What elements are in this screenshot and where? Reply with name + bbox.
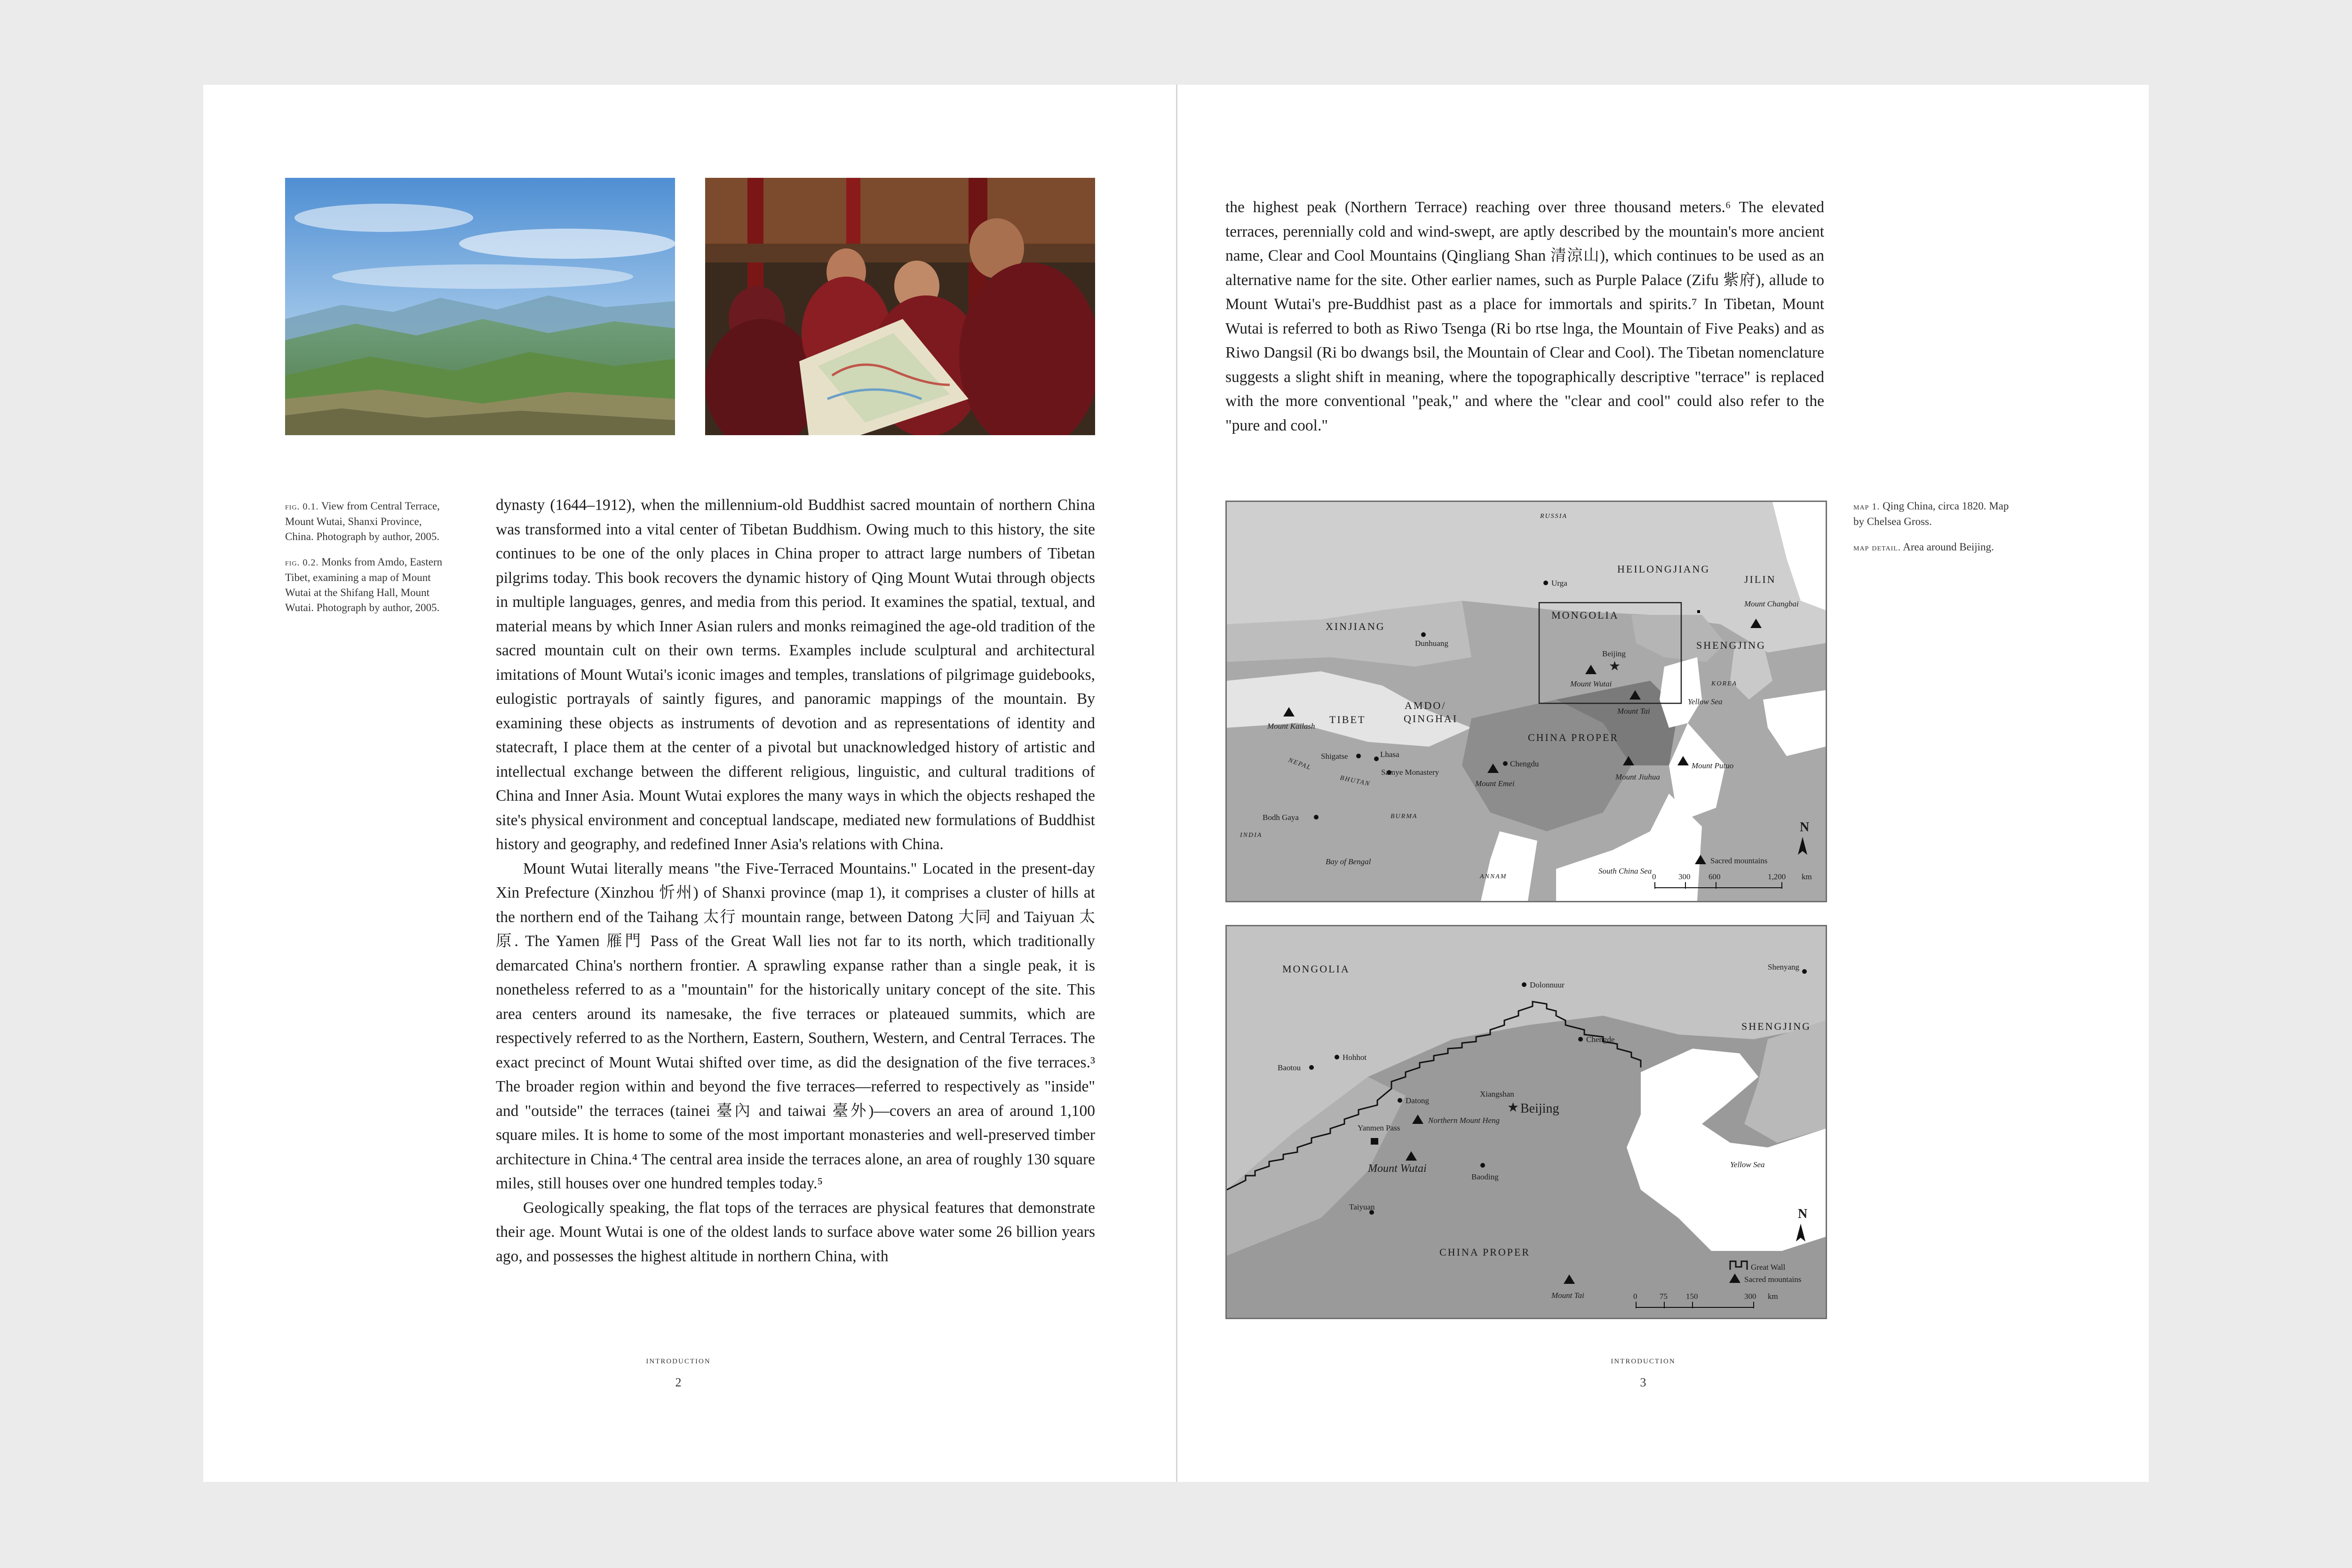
scale-tick: 300	[1678, 872, 1691, 881]
scale-unit: km	[1768, 1292, 1778, 1301]
caption-fig-0-2	[285, 555, 445, 615]
legend-label: Sacred mountains	[1744, 1275, 1802, 1284]
map-label: INDIA	[1240, 832, 1263, 839]
scale-tick: 300	[1744, 1292, 1756, 1301]
map-label: SHENGJING	[1696, 639, 1766, 651]
scale-tick: 75	[1660, 1292, 1668, 1301]
legend-label: Sacred mountains	[1710, 856, 1768, 865]
map-sea: South China Sea	[1598, 867, 1652, 876]
map-city: Baoding	[1471, 1172, 1499, 1181]
map-mountain: Mount Jiuhua	[1615, 772, 1660, 781]
body-paragraph: dynasty (1644–1912), when the millennium-old Buddhist sacred mountain of northern China was transformed into a vital center of Tibetan Buddhism. Owing much to this history, the site continues to be one of the only places in China proper to attract large numbers of Tibetan pilgrims today. This book recovers the dynamic history of Qing Mount Wutai through objects in multiple languages, genres, and media from this period. It examines the spatial, textual, and material means by which Inner Asian rulers and monks reimagined the age-old tradition of the sacred mountain cult on their own terms. Examples include sculptural and architectural imitations of Mount Wutai's iconic images and temples, translations of pilgrimage guidebooks, eulogistic portrayals of saintly figures, and panoramic mappings of the mountain. By examining these objects as instruments of devotion and as representations of identity and statecraft, I place them at the center of a pivotal but unacknowledged history of artistic and intellectual exchange between the different religious, linguistic, and cultural traditions of China and Inner Asia. Mount Wutai explores the many ways in which the objects reshaped the site's physical environment and conceptual landscape, mediated new formulations of Buddhist history and geography, and redefined Inner Asia's relations with China.	[496, 496, 1095, 853]
map-mountain: Mount Tai	[1551, 1291, 1584, 1300]
map-label: AMDO/	[1405, 700, 1446, 711]
body-paragraph: Geologically speaking, the flat tops of the terraces are physical features that demonstrate their age. Mount Wutai is one of the oldest lands to surface above water some 26 billion years ago, and possesses the highest altitude in northern China, with	[496, 1199, 1095, 1265]
caption-label: map 1.	[1853, 501, 1880, 512]
scale-tick: 150	[1686, 1292, 1698, 1301]
map-label: CHINA PROPER	[1528, 732, 1619, 743]
map-mountain: Mount Kailash	[1267, 722, 1315, 731]
map-city: Shigatse	[1321, 752, 1348, 761]
beijing-star-icon: ★	[1609, 659, 1621, 674]
map-city: Baotou	[1278, 1063, 1301, 1072]
map-label: KOREA	[1711, 680, 1738, 687]
north-arrow-icon: N	[1800, 820, 1810, 835]
map-label: XINJIANG	[1326, 621, 1385, 632]
page-number: 3	[1640, 1376, 1646, 1389]
page-number: 2	[675, 1376, 682, 1389]
scale-unit: km	[1802, 872, 1812, 881]
caption-label: map detail.	[1853, 542, 1901, 553]
scale-tick: 600	[1708, 872, 1721, 881]
map-city: Datong	[1406, 1096, 1430, 1105]
beijing-star-icon: ★	[1507, 1100, 1519, 1115]
map-sea: Yellow Sea	[1730, 1160, 1765, 1169]
map-city: Samye Monastery	[1381, 768, 1439, 777]
caption-text: Area around Beijing.	[1903, 541, 1994, 553]
map-label: BURMA	[1391, 813, 1418, 820]
yanmen-pass-icon	[1371, 1138, 1378, 1145]
map-mountain: Mount Putuo	[1692, 761, 1734, 770]
left-body-text	[496, 493, 1095, 1268]
running-title: introduction	[1611, 1354, 1676, 1366]
right-page-footer	[1573, 1354, 1714, 1390]
map-city: Urga	[1551, 579, 1567, 588]
map-captions	[1853, 499, 2013, 565]
legend-label: Great Wall	[1751, 1263, 1786, 1272]
map-city: Bodh Gaya	[1263, 813, 1299, 822]
caption-text: View from Central Terrace, Mount Wutai, Shanxi Province, China. Photograph by author, 2005.	[285, 500, 440, 542]
map-area-around-beijing	[1225, 925, 1827, 1319]
map-city: Lhasa	[1380, 750, 1399, 759]
map-qing-china	[1225, 501, 1827, 902]
map-mountain: Mount Tai	[1617, 707, 1650, 716]
map-mountain: Mount Wutai	[1368, 1162, 1427, 1175]
map-label: SHENGJING	[1741, 1020, 1811, 1032]
map-city: Taiyuan	[1349, 1202, 1375, 1211]
caption-map-detail	[1853, 540, 2013, 555]
body-paragraph: Mount Wutai literally means "the Five-Terraced Mountains." Located in the present-day Xin Prefecture (Xinzhou 忻州) of Shanxi province (map 1), it comprises a cluster of hills at the northern end of the Taihang 太行 mountain range, between Datong 大同 and Taiyuan 太原. The Yamen 雁門 Pass of the Great Wall lies not far to its north, which traditionally demarcated China's northern frontier. A sprawling expanse rather than a single peak, it is nonetheless referred to as a "mountain" for the historically unitary concept of the site. This area centers around its namesake, the five terraces or plateaued summits, which are respectively referred to as the Northern, Eastern, Southern, Western, and Central Terraces. The exact precinct of Mount Wutai shifted over time, as did the designation of the five terraces.³ The broader region within and beyond the five terraces—referred to respectively as "inside" and "outside" the terraces (tainei 臺內 and taiwai 臺外)—covers an area of around 1,100 square miles. It is home to some of the most important monasteries and well-preserved timber architecture in China.⁴ The central area inside the terraces alone, an area of roughly 130 square miles, still houses over one hundred temples today.⁵	[496, 860, 1095, 1192]
map-city: Beijing	[1520, 1101, 1559, 1116]
map-mountain: Mount Changbai	[1744, 599, 1799, 608]
caption-text: Monks from Amdo, Eastern Tibet, examining a map of Mount Wutai at the Shifang Hall, Mount Wutai. Photograph by author, 2005.	[285, 556, 443, 613]
map-label: TIBET	[1329, 714, 1366, 725]
map-label: JILIN	[1744, 573, 1776, 585]
map-label: HEILONGJIANG	[1617, 563, 1710, 575]
map-city: Xiangshan	[1480, 1090, 1514, 1098]
caption-label: fig. 0.2.	[285, 557, 319, 568]
right-body-text	[1225, 195, 1824, 438]
map-label: BHUTAN	[1339, 774, 1371, 788]
map-city: Chengde	[1586, 1035, 1615, 1044]
left-page-footer	[608, 1354, 749, 1390]
map-label: MONGOLIA	[1282, 963, 1350, 975]
map-sea: Yellow Sea	[1688, 697, 1723, 706]
book-spread	[203, 85, 2149, 1482]
scale-tick: 0	[1652, 872, 1656, 881]
map-label: CHINA PROPER	[1439, 1246, 1531, 1258]
map-sea: Bay of Bengal	[1326, 857, 1371, 866]
map-city: Chengdu	[1510, 759, 1539, 768]
figure-0-1-photo	[285, 178, 675, 435]
map-city: Dunhuang	[1415, 639, 1448, 648]
figure-0-2-photo	[705, 178, 1095, 435]
running-title: introduction	[646, 1354, 711, 1366]
left-page	[203, 85, 1176, 1482]
body-paragraph: the highest peak (Northern Terrace) reaching over three thousand meters.⁶ The elevated terraces, perennially cold and wind-swept, are aptly described by the mountain's more ancient name, Clear and Cool Mountains (Qingliang Shan 清涼山), which continues to be used as an alternative name for the site. Other earlier names, such as Purple Palace (Zifu 紫府), allude to Mount Wutai's pre-Buddhist past as a place for immortals and spirits.⁷ In Tibetan, Mount Wutai is referred to both as Riwo Tsenga (Ri bo rtse lnga, the Mountain of Five Peaks) and as Riwo Dangsil (Ri bo dwangs bsil, the Mountain of Clear and Cool). The Tibetan nomenclature suggests a slight shift in meaning, where the topographically descriptive "terrace" is replaced with the more conventional "peak," and where the "clear and cool" could also refer to the "pure and cool."	[1225, 199, 1824, 434]
map-label: ANNAM	[1480, 873, 1507, 880]
map-mountain: Northern Mount Heng	[1428, 1116, 1500, 1125]
map-city: Dolonnuur	[1530, 980, 1565, 989]
map-label: NEPAL	[1287, 756, 1312, 772]
caption-fig-0-1	[285, 499, 445, 544]
figure-captions	[285, 499, 445, 626]
map-city: Hohhot	[1343, 1053, 1367, 1062]
north-arrow-icon: N	[1798, 1207, 1808, 1221]
caption-map-1	[1853, 499, 2013, 529]
caption-label: fig. 0.1.	[285, 501, 319, 512]
map-label: QINGHAI	[1404, 713, 1458, 724]
map-label: MONGOLIA	[1551, 609, 1619, 621]
map-city: Beijing	[1602, 649, 1626, 658]
scale-tick: 1,200	[1768, 872, 1786, 881]
map-city: Shenyang	[1768, 963, 1800, 971]
scale-tick: 0	[1633, 1292, 1637, 1301]
map-city: Yanmen Pass	[1358, 1123, 1400, 1132]
map-label: RUSSIA	[1540, 513, 1567, 520]
map-mountain: Mount Emei	[1475, 779, 1515, 788]
map-mountain: Mount Wutai	[1570, 679, 1612, 688]
caption-text: Qing China, circa 1820. Map by Chelsea Gross.	[1853, 500, 2009, 527]
right-page	[1177, 85, 2149, 1482]
